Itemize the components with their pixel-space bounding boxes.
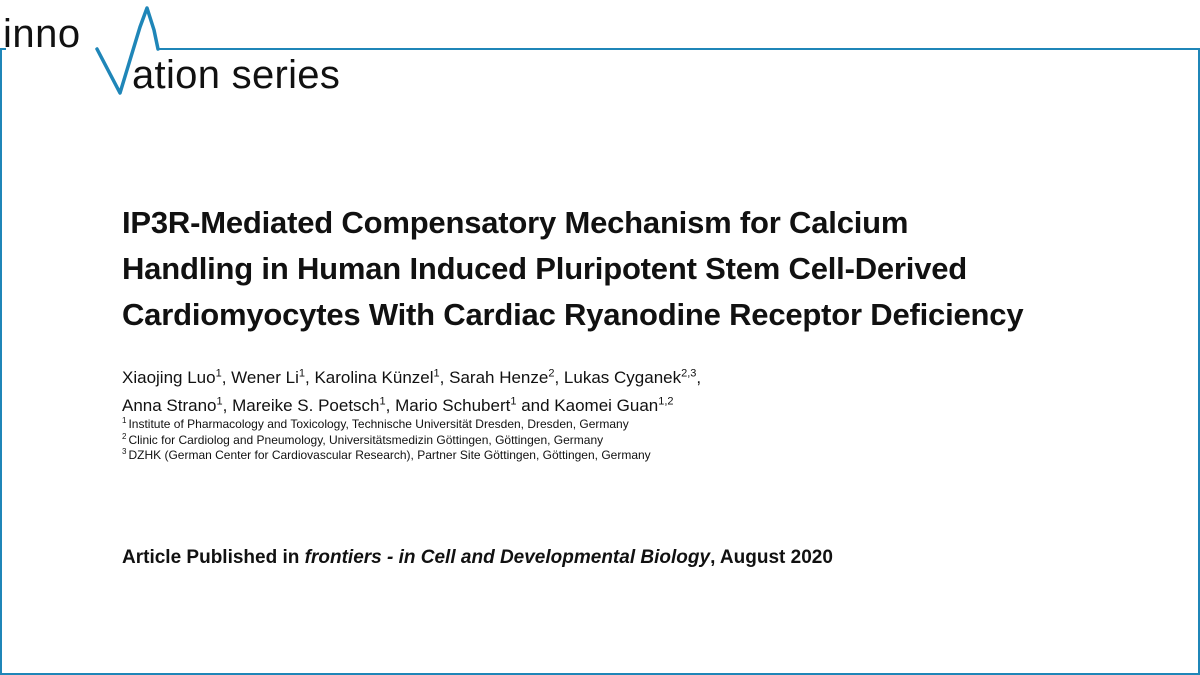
- affiliation-text: Clinic for Cardiolog and Pneumology, Universitätsmedizin Göttingen, Göttingen, Germany: [128, 432, 604, 447]
- author-separator: ,: [696, 368, 702, 387]
- author-affiliation-mark: 1: [298, 367, 305, 380]
- author-affiliation-mark: 1: [433, 367, 440, 380]
- affiliation-item: [122, 448, 1122, 464]
- affiliation-text: DZHK (German Center for Cardiovascular Research), Partner Site Göttingen, Göttingen, Germany: [128, 448, 651, 462]
- author-line-1: [122, 364, 1122, 392]
- author-separator: ,: [221, 368, 232, 387]
- author-affiliation-mark: 1: [510, 395, 517, 408]
- affiliation-list: [122, 417, 1122, 464]
- author-affiliation-mark: 1: [216, 395, 223, 408]
- title-line-2: Handling in Human Induced Pluripotent Stem Cell-Derived: [122, 251, 968, 286]
- title-line-3: Cardiomyocytes With Cardiac Ryanodine Receptor Deficiency: [122, 297, 1024, 332]
- author-name: Anna Strano: [122, 396, 217, 415]
- author-separator: and: [516, 396, 555, 415]
- publication-date: , August 2020: [710, 547, 833, 568]
- logo-text-top: inno: [3, 12, 81, 56]
- author-list: [122, 364, 1122, 420]
- author-line-2: [122, 392, 1122, 420]
- author-name: Xiaojing Luo: [122, 368, 216, 387]
- title-line-1: IP3R-Mediated Compensatory Mechanism for Calcium: [122, 205, 909, 240]
- journal-name: frontiers - in Cell and Developmental Biology: [304, 547, 711, 568]
- author-separator: ,: [439, 368, 450, 387]
- author-name: Mareike S. Poetsch: [232, 396, 380, 415]
- author-name: Lukas Cyganek: [563, 368, 682, 387]
- author-affiliation-mark: 1: [215, 367, 222, 380]
- affiliation-item: [122, 417, 1122, 433]
- article-title: [122, 200, 1182, 338]
- frame-border: [1, 49, 1199, 674]
- author-name: Kaomei Guan: [554, 396, 659, 415]
- author-affiliation-mark: 2: [548, 367, 555, 380]
- author-separator: ,: [305, 368, 315, 387]
- author-affiliation-mark: 2,3: [681, 367, 697, 380]
- affiliation-number: 1: [122, 416, 127, 425]
- affiliation-text: Institute of Pharmacology and Toxicology, Technische Universität Dresden, Dresden, Germany: [128, 417, 629, 431]
- author-separator: ,: [554, 368, 564, 387]
- author-affiliation-mark: 1,2: [658, 395, 674, 408]
- author-separator: ,: [385, 396, 396, 415]
- author-name: Sarah Henze: [449, 368, 549, 387]
- publication-info: [122, 547, 833, 569]
- author-name: Wener Li: [231, 368, 299, 387]
- author-affiliation-mark: 1: [379, 395, 386, 408]
- affiliation-number: 3: [122, 447, 127, 456]
- author-name: Mario Schubert: [395, 396, 511, 415]
- affiliation-item: [122, 433, 1122, 449]
- author-separator: ,: [222, 396, 233, 415]
- affiliation-number: 2: [122, 431, 127, 441]
- publication-prefix: Article Published in: [122, 547, 305, 568]
- logo-text-bottom: ation series: [132, 53, 341, 97]
- author-name: Karolina Künzel: [314, 368, 434, 387]
